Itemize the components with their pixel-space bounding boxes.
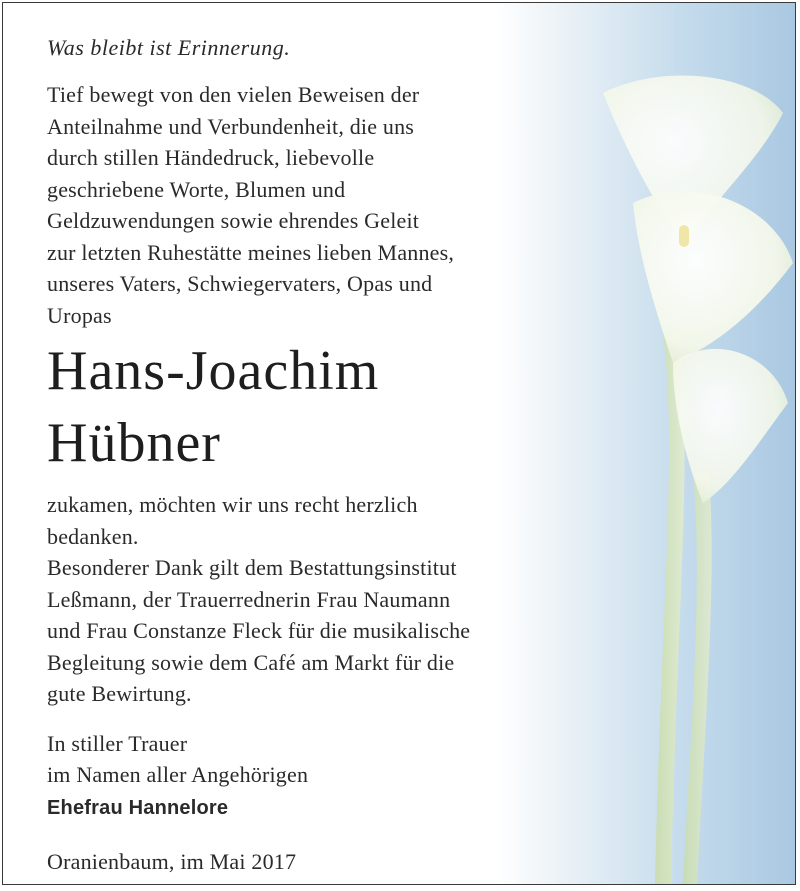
- intro-line: zur letzten Ruhestätte meines lieben Mannes,: [47, 239, 455, 265]
- thanks-line: zukamen, möchten wir uns recht herzlich: [47, 492, 418, 517]
- thanks-line: Begleitung sowie dem Café am Markt für die: [47, 649, 455, 675]
- intro-line: durch stillen Händedruck, liebevolle: [47, 145, 375, 170]
- thanks-paragraph: [47, 489, 607, 710]
- intro-line: Anteilnahme und Verbundenheit, die uns: [47, 113, 415, 139]
- deceased-name: [47, 335, 607, 479]
- intro-line: Tief bewegt von den vielen Beweisen der: [47, 82, 420, 107]
- intro-line: unseres Vaters, Schwiegervaters, Opas und: [47, 271, 433, 296]
- signer-name: Ehefrau Hannelore: [47, 796, 229, 819]
- thanks-line: Leßmann, der Trauerrednerin Frau Naumann: [47, 586, 451, 612]
- obituary-text: [47, 33, 607, 877]
- intro-paragraph: [47, 79, 607, 331]
- thanks-line: gute Bewirtung.: [47, 681, 192, 706]
- obituary-card: [2, 2, 796, 885]
- thanks-line: und Frau Constanze Fleck für die musikalische: [47, 618, 471, 643]
- last-name: Hübner: [47, 412, 221, 474]
- sign-line: In stiller Trauer: [47, 730, 188, 756]
- thanks-line: Besonderer Dank gilt dem Bestattungsinstitut: [47, 555, 457, 580]
- intro-line: geschriebene Worte, Blumen und: [47, 176, 346, 202]
- motto: Was bleibt ist Erinnerung.: [47, 35, 291, 60]
- place-date: Oranienbaum, im Mai 2017: [47, 848, 297, 874]
- first-name: Hans-Joachim: [47, 340, 380, 402]
- signature-block: [47, 728, 607, 824]
- intro-line: Uropas: [47, 302, 112, 328]
- thanks-line: bedanken.: [47, 523, 139, 549]
- intro-line: Geldzuwendungen sowie ehrendes Geleit: [47, 208, 420, 233]
- sign-line: im Namen aller Angehörigen: [47, 762, 309, 787]
